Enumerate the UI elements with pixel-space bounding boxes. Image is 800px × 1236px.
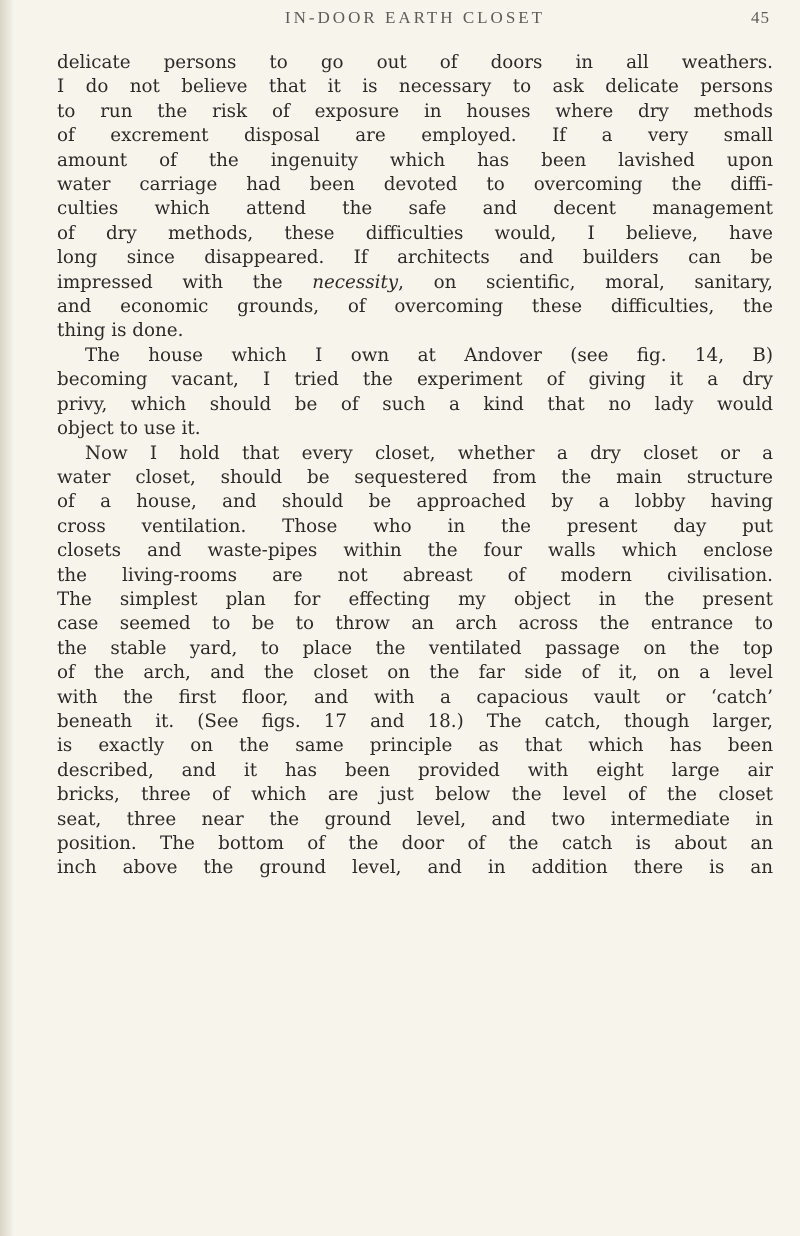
text-line: delicate persons to go out of doors in all weathers. <box>57 52 773 73</box>
text-line: to run the risk of exposure in houses where dry methods <box>57 100 773 122</box>
text-line: seat, three near the ground level, and two intermediate in <box>57 808 773 830</box>
text-line: of dry methods, these difficulties would, I believe, have <box>57 222 773 244</box>
text-line: culties which attend the safe and decent management <box>57 198 773 220</box>
paragraph-start-line: Now I hold that every closet, whether a dry closet or a <box>85 442 773 464</box>
page-gutter-shadow <box>0 0 14 1236</box>
text-line: position. The bottom of the door of the catch is about an <box>57 833 773 854</box>
text-line: closets and waste-pipes within the four walls which enclose <box>57 540 773 562</box>
text-line: with the first floor, and with a capacious vault or ‘catch’ <box>57 686 773 708</box>
text-line: the living-rooms are not abreast of modern civilisation. <box>57 564 773 586</box>
text-line: of excrement disposal are employed. If a very small <box>57 125 773 147</box>
text-line: amount of the ingenuity which has been lavished upon <box>57 149 773 171</box>
paragraph-end-line: thing is done. <box>57 320 184 342</box>
text-line: I do not believe that it is necessary to ask delicate persons <box>57 76 773 98</box>
text-run: impressed with the <box>57 271 313 293</box>
text-line: the stable yard, to place the ventilated passage on the top <box>57 637 773 659</box>
text-run: , on scientific, moral, sanitary, <box>398 271 773 293</box>
text-line: case seemed to be to throw an arch across the entrance to <box>57 613 773 635</box>
text-line: bricks, three of which are just below the level of the closet <box>57 784 773 806</box>
text-line <box>57 271 773 295</box>
paragraph-end-line: object to use it. <box>57 418 201 440</box>
text-line: is exactly on the same principle as that which has been <box>57 735 773 757</box>
paragraph-start-line: The house which I own at Andover (see fig. 14, B) <box>85 344 773 366</box>
text-line: water closet, should be sequestered from the main structure <box>57 466 773 488</box>
text-line: inch above the ground level, and in addition there is an <box>57 857 773 879</box>
text-line: described, and it has been provided with eight large air <box>57 759 773 781</box>
text-line: beneath it. (See figs. 17 and 18.) The catch, though larger, <box>57 710 773 732</box>
body-text <box>57 51 773 881</box>
text-line: cross ventilation. Those who in the present day put <box>57 515 773 537</box>
text-line: privy, which should be of such a kind that no lady would <box>57 393 773 415</box>
text-line: of the arch, and the closet on the far side of it, on a level <box>57 662 773 684</box>
text-line: water carriage had been devoted to overcoming the diffi- <box>57 174 773 196</box>
page-header <box>60 8 770 32</box>
text-line: becoming vacant, I tried the experiment of giving it a dry <box>57 369 773 391</box>
text-line: of a house, and should be approached by a lobby having <box>57 491 773 513</box>
text-line: The simplest plan for effecting my object in the present <box>57 588 773 610</box>
text-line: and economic grounds, of overcoming these difficulties, the <box>57 296 773 318</box>
text-line: long since disappeared. If architects and builders can be <box>57 247 773 269</box>
page-number: 45 <box>751 8 770 27</box>
running-head: IN-DOOR EARTH CLOSET <box>284 8 546 27</box>
italic-word: necessity <box>312 271 399 293</box>
